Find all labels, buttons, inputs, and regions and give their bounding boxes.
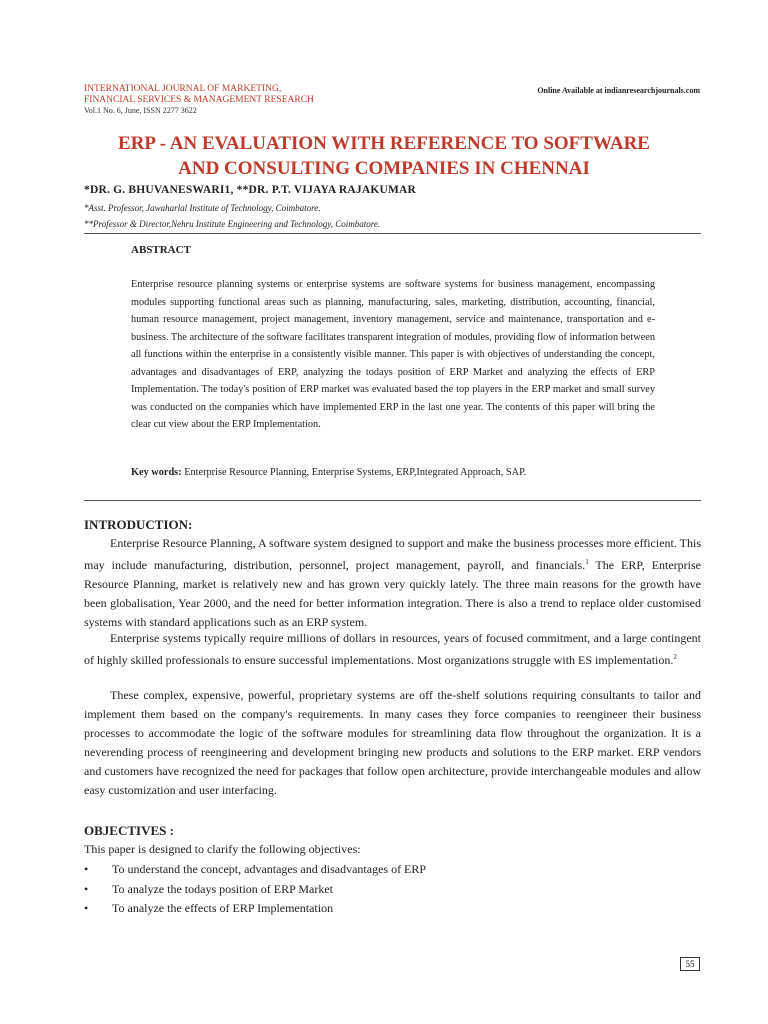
intro-p2-text: Enterprise systems typically require millions of dollars in resources, years of focused commitment, and a large contingent of highly skilled professionals to ensure successful implementations. Most organizations struggle with ES implementation. bbox=[84, 631, 701, 667]
objective-2: To analyze the todays position of ERP Market bbox=[112, 881, 334, 896]
objectives-intro: This paper is designed to clarify the following objectives: bbox=[84, 842, 361, 856]
bullet-icon: • bbox=[84, 881, 89, 896]
authors: *DR. G. BHUVANESWARI1, **DR. P.T. VIJAYA RAJAKUMAR bbox=[84, 184, 417, 196]
journal-volume: Vol.1 No. 6, June, ISSN 2277 3622 bbox=[84, 106, 197, 115]
intro-p1-text-a: Enterprise Resource Planning, A software system designed to support and make the business processes more efficient. This may include manufacturing, distribution, personnel, project management, payroll, and financials. bbox=[84, 536, 701, 572]
affiliation-2: **Professor & Director,Nehru Institute Engineering and Technology, Coimbatore. bbox=[84, 219, 381, 229]
objectives-list bbox=[84, 860, 426, 919]
journal-name-line2: FINANCIAL SERVICES & MANAGEMENT RESEARCH bbox=[84, 95, 314, 105]
journal-name-line1: INTERNATIONAL JOURNAL OF MARKETING, bbox=[84, 84, 282, 94]
objective-1: To understand the concept, advantages and disadvantages of ERP bbox=[112, 862, 427, 876]
journal-header bbox=[84, 84, 314, 116]
intro-p3-text: These complex, expensive, powerful, proprietary systems are off the-shelf solutions requiring consultants to tailor and implement them based on the company's requirements. In many cases they force companies to reengineer their business processes to accommodate the logic of the software modules for streamlining data flow throughout the organization. It is a neverending process of reengineering and development bringing new products and solutions to the ERP market. ERP vendors and customers have recognized the need for packages that follow open architecture, provide interchangeable modules and allow easy customization and user interfacing. bbox=[84, 688, 701, 797]
list-item bbox=[84, 899, 426, 919]
list-item bbox=[84, 880, 426, 900]
online-availability: Online Available at indianresearchjournals.com bbox=[537, 86, 700, 95]
intro-paragraph-3 bbox=[84, 686, 701, 800]
divider-bottom bbox=[84, 500, 701, 501]
keywords bbox=[131, 467, 526, 478]
abstract-heading: ABSTRACT bbox=[131, 244, 191, 256]
intro-paragraph-2 bbox=[84, 629, 701, 670]
affiliation-1: *Asst. Professor, Jawaharlal Institute of Technology, Coimbatore. bbox=[84, 203, 321, 213]
keywords-text: Enterprise Resource Planning, Enterprise Systems, ERP,Integrated Approach, SAP. bbox=[184, 467, 527, 478]
bullet-icon: • bbox=[84, 862, 89, 876]
objectives-heading: OBJECTIVES : bbox=[84, 823, 174, 838]
list-item bbox=[84, 860, 426, 880]
paper-title bbox=[60, 131, 708, 181]
intro-paragraph-1 bbox=[84, 534, 701, 632]
bullet-icon: • bbox=[84, 901, 89, 915]
footnote-ref-1: 1 bbox=[585, 558, 589, 566]
introduction-heading: INTRODUCTION: bbox=[84, 517, 193, 532]
objective-3: To analyze the effects of ERP Implementation bbox=[112, 901, 334, 915]
abstract-text: Enterprise resource planning systems or enterprise systems are software systems for business management, encompassing modules supporting functional areas such as planning, manufacturing, sales, marketing, distribution, accounting, financial, human resource management, project management, inventory management, service and maintenance, transportation and e-business. The architecture of the software facilitates transparent integration of modules, providing flow of information between all functions within the enterprise in a consistently visible manner. This paper is with objectives of understanding the concept, advantages and disadvantages of ERP, analyzing the todays position of ERP Market and analyzing the effects of ERP Implementation. The today's position of ERP market was evaluated based the top players in the ERP market and small survey was conducted on the companies which have implemented ERP in the last one year. The contents of this paper will bring the clear cut view about the ERP Implementation. bbox=[131, 279, 655, 430]
title-line1: ERP - AN EVALUATION WITH REFERENCE TO SOFTWARE bbox=[118, 133, 650, 154]
keywords-label: Key words: bbox=[131, 467, 182, 478]
footnote-ref-2: 2 bbox=[673, 653, 677, 661]
title-line2: AND CONSULTING COMPANIES IN CHENNAI bbox=[178, 158, 590, 179]
intro-p1-text-b: The ERP, Enterprise Resource Planning, market is relatively new and has grown very quickly lately. The three main reasons for the growth have been globalisation, Year 2000, and the need for better information integration. There is also a trend to replace older customised systems with standard applications such as an ERP system. bbox=[84, 558, 701, 629]
page-number: 55 bbox=[680, 957, 700, 971]
divider-top bbox=[84, 233, 701, 234]
